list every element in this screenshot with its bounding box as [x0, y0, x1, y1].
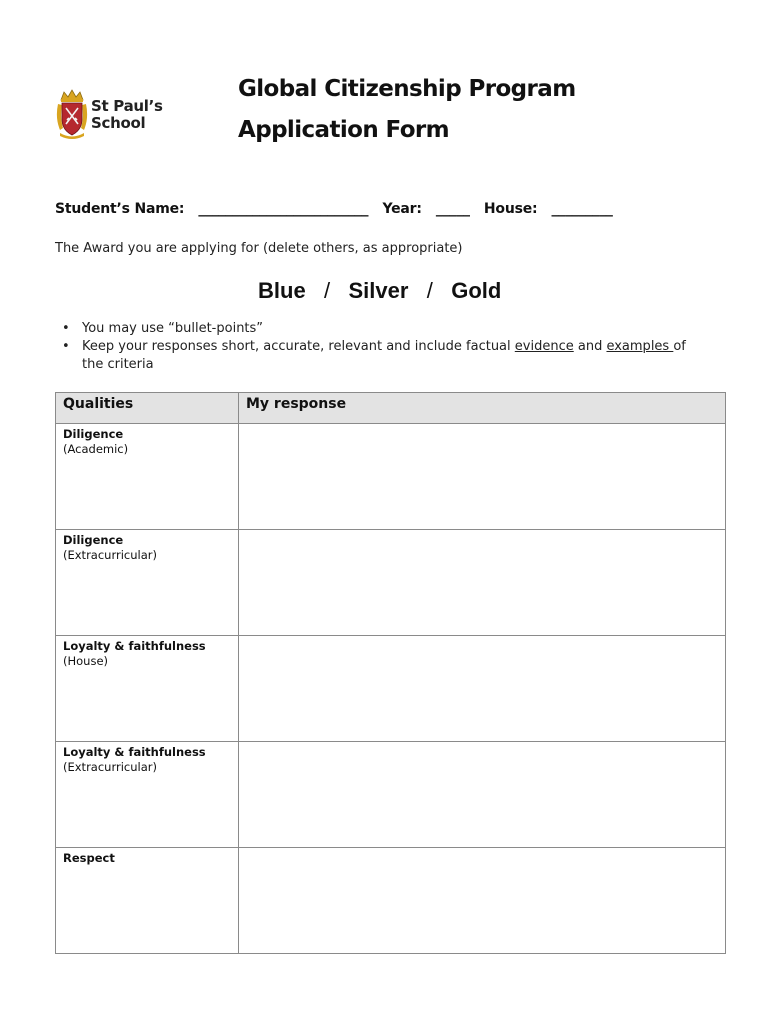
table-row	[56, 530, 726, 636]
guidance-bullet-2-and: and	[573, 339, 607, 354]
quality-subtitle: (Extracurricular)	[63, 548, 157, 562]
response-cell-diligence-academic[interactable]	[239, 424, 726, 530]
guidance-bullet-1: You may use “bullet-points”	[82, 321, 264, 336]
year-label: Year:	[382, 201, 422, 217]
response-header: My response	[239, 393, 726, 424]
quality-subtitle: (Academic)	[63, 442, 129, 456]
quality-name: Diligence	[63, 427, 124, 441]
school-logo	[55, 88, 175, 140]
quality-cell	[56, 636, 239, 742]
quality-cell	[56, 848, 239, 954]
quality-name: Loyalty & faithfulness	[63, 639, 206, 653]
school-crest-icon	[55, 88, 89, 140]
school-name-line1: St Paul’s	[91, 97, 163, 115]
quality-name: Respect	[63, 851, 115, 865]
award-options	[258, 278, 501, 304]
quality-name: Diligence	[63, 533, 124, 547]
quality-subtitle: (Extracurricular)	[63, 760, 157, 774]
quality-name: Loyalty & faithfulness	[63, 745, 206, 759]
year-field[interactable]: _____	[435, 201, 470, 217]
award-separator: /	[324, 278, 331, 303]
quality-subtitle: (House)	[63, 654, 109, 668]
list-item	[60, 338, 700, 374]
student-name-field[interactable]: _________________________	[198, 201, 369, 217]
page-title: Global Citizenship Program	[238, 76, 576, 102]
table-row	[56, 742, 726, 848]
house-label: House:	[483, 201, 538, 217]
school-name-line2: School	[91, 114, 146, 132]
response-cell-respect[interactable]	[239, 848, 726, 954]
response-cell-loyalty-house[interactable]	[239, 636, 726, 742]
student-details-line	[55, 201, 613, 217]
qualities-header: Qualities	[56, 393, 239, 424]
evidence-underlined: evidence	[514, 339, 574, 354]
quality-cell	[56, 742, 239, 848]
response-cell-diligence-extracurricular[interactable]	[239, 530, 726, 636]
guidance-list	[60, 320, 700, 374]
response-cell-loyalty-extracurricular[interactable]	[239, 742, 726, 848]
award-option-gold[interactable]: Gold	[451, 278, 502, 303]
award-option-silver[interactable]: Silver	[348, 278, 409, 303]
table-header-row	[56, 393, 726, 424]
table-row	[56, 848, 726, 954]
quality-cell	[56, 530, 239, 636]
school-name	[91, 98, 163, 132]
award-option-blue[interactable]: Blue	[258, 278, 306, 303]
guidance-bullet-2-text: Keep your responses short, accurate, relevant and include factual	[82, 339, 515, 354]
student-name-label: Student’s Name:	[55, 201, 185, 217]
table-row	[56, 424, 726, 530]
qualities-table	[55, 392, 726, 954]
house-field[interactable]: _________	[551, 201, 613, 217]
table-row	[56, 636, 726, 742]
award-instruction: The Award you are applying for (delete others, as appropriate)	[55, 241, 463, 256]
list-item	[60, 320, 700, 338]
page-subtitle: Application Form	[238, 117, 450, 143]
examples-underlined: examples	[606, 339, 674, 354]
award-separator: /	[426, 278, 433, 303]
guidance-bullet-2-end: of the criteria	[82, 339, 686, 372]
quality-cell	[56, 424, 239, 530]
